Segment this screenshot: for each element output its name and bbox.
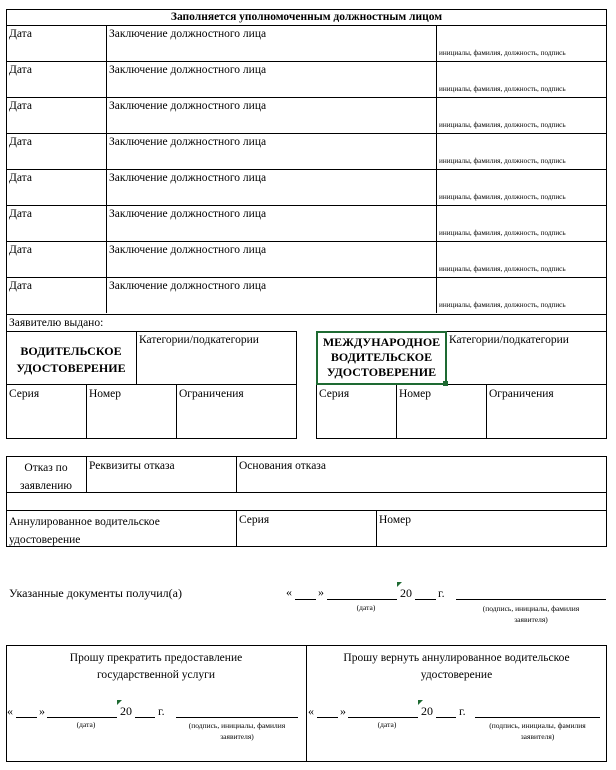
refusal-label	[6, 459, 86, 495]
return-signature-hint-line1: (подпись, инициалы, фамилия	[489, 721, 586, 730]
row-signature-hint: инициалы, фамилия, должность, подпись	[439, 121, 566, 129]
row-conclusion-label: Заключение должностного лица	[109, 172, 267, 184]
received-year-suffix: г.	[438, 586, 445, 600]
received-year-line[interactable]	[415, 599, 436, 600]
divider	[436, 133, 437, 169]
row-date-label: Дата	[9, 100, 32, 112]
received-date-hint: (дата)	[356, 603, 376, 612]
divider	[6, 169, 607, 170]
divider	[6, 510, 607, 511]
row-conclusion-label: Заключение должностного лица	[109, 244, 267, 256]
divider	[436, 205, 437, 241]
stop-year-prefix: 20	[120, 704, 132, 718]
issued-label: Заявителю выдано:	[9, 317, 104, 329]
divider	[436, 97, 437, 133]
annulled-number-label: Номер	[379, 514, 411, 526]
stop-service-request	[6, 650, 306, 684]
annulled-label-line1: Аннулированное водительское	[9, 516, 160, 528]
stop-signature-hint	[176, 720, 298, 742]
row-conclusion-label: Заключение должностного лица	[109, 136, 267, 148]
stop-year-suffix: г.	[158, 704, 165, 718]
received-quote-close: »	[318, 585, 324, 599]
return-signature-line[interactable]	[475, 717, 600, 718]
divider	[6, 61, 607, 62]
return-signature-hint-line2: заявителя)	[520, 732, 555, 741]
return-year-suffix: г.	[459, 704, 466, 718]
received-label: Указанные документы получил(а)	[9, 586, 182, 600]
stop-quote-open: «	[7, 704, 13, 718]
return-date-hint: (дата)	[377, 720, 397, 729]
divider	[106, 169, 107, 205]
stop-service-request-line2: государственной услуги	[96, 669, 216, 681]
intl-license-series-label: Серия	[319, 388, 350, 400]
annulled-series-label: Серия	[239, 514, 270, 526]
divider	[6, 492, 607, 493]
return-day-line[interactable]	[317, 717, 338, 718]
row-conclusion-label: Заключение должностного лица	[109, 208, 267, 220]
row-signature-hint: инициалы, фамилия, должность, подпись	[439, 301, 566, 309]
intl-license-title-line1: МЕЖДУНАРОДНОЕ	[322, 335, 441, 349]
row-signature-hint: инициалы, фамилия, должность, подпись	[439, 49, 566, 57]
row-date-label: Дата	[9, 136, 32, 148]
driver-license-title-line2: УДОСТОВЕРЕНИЕ	[16, 361, 126, 375]
row-date-label: Дата	[9, 28, 32, 40]
refusal-label-line2: заявлению	[20, 480, 72, 492]
intl-license-number-label: Номер	[399, 388, 431, 400]
divider	[436, 277, 437, 313]
divider	[6, 97, 607, 98]
intl-license-title-line2: ВОДИТЕЛЬСКОЕ	[330, 350, 433, 364]
stop-day-line[interactable]	[16, 717, 37, 718]
row-signature-hint: инициалы, фамилия, должность, подпись	[439, 157, 566, 165]
refusal-label-line1: Отказ по	[24, 462, 68, 474]
divider	[136, 331, 137, 384]
divider	[106, 97, 107, 133]
divider	[106, 277, 107, 313]
divider	[6, 277, 607, 278]
row-date-label: Дата	[9, 280, 32, 292]
divider	[376, 510, 377, 547]
received-month-line[interactable]	[327, 599, 397, 600]
driver-license-restrictions-label: Ограничения	[179, 388, 244, 400]
return-quote-close: »	[340, 704, 346, 718]
stop-date-hint: (дата)	[76, 720, 96, 729]
stop-month-line[interactable]	[47, 717, 117, 718]
divider	[6, 384, 297, 385]
divider	[6, 133, 607, 134]
row-date-label: Дата	[9, 208, 32, 220]
stop-signature-hint-line2: заявителя)	[220, 732, 254, 741]
divider	[106, 133, 107, 169]
annulled-label	[9, 513, 160, 549]
divider	[436, 241, 437, 277]
divider	[6, 241, 607, 242]
return-license-request	[306, 650, 607, 684]
received-signature-hint-line1: (подпись, инициалы, фамилия	[482, 604, 580, 613]
intl-license-restrictions-label: Ограничения	[489, 388, 554, 400]
divider	[176, 384, 177, 439]
return-year-line[interactable]	[436, 717, 456, 718]
refusal-details-label: Реквизиты отказа	[89, 460, 175, 472]
divider	[6, 25, 607, 26]
return-signature-hint	[475, 720, 600, 742]
divider	[106, 205, 107, 241]
divider	[106, 25, 107, 61]
official-section-header: Заполняется уполномоченным должностным лицом	[170, 11, 443, 23]
driver-license-title	[6, 343, 136, 377]
row-date-label: Дата	[9, 64, 32, 76]
return-license-request-line2: удостоверение	[420, 669, 493, 681]
row-signature-hint: инициалы, фамилия, должность, подпись	[439, 265, 566, 273]
divider	[6, 205, 607, 206]
received-day-line[interactable]	[295, 599, 316, 600]
received-signature-hint-line2: заявителя)	[514, 615, 548, 624]
divider	[436, 25, 437, 61]
divider	[106, 61, 107, 97]
received-quote-open: «	[286, 585, 292, 599]
divider	[396, 384, 397, 439]
stop-signature-hint-line1: (подпись, инициалы, фамилия	[188, 721, 286, 730]
row-signature-hint: инициалы, фамилия, должность, подпись	[439, 193, 566, 201]
return-year-prefix: 20	[421, 704, 433, 718]
row-date-label: Дата	[9, 244, 32, 256]
driver-license-categories-label: Категории/подкатегории	[139, 334, 259, 346]
divider	[236, 510, 237, 547]
received-signature-line[interactable]	[456, 599, 606, 600]
refusal-grounds-label: Основания отказа	[239, 460, 326, 472]
driver-license-number-label: Номер	[89, 388, 121, 400]
stop-year-line[interactable]	[135, 717, 155, 718]
driver-license-title-line1: ВОДИТЕЛЬСКОЕ	[20, 344, 122, 358]
received-signature-hint	[456, 603, 606, 625]
intl-license-categories-label: Категории/подкатегории	[449, 334, 569, 346]
stop-quote-close: »	[39, 704, 45, 718]
row-conclusion-label: Заключение должностного лица	[109, 100, 267, 112]
received-year-prefix: 20	[400, 586, 412, 600]
intl-license-title-line3: УДОСТОВЕРЕНИЕ	[326, 365, 437, 379]
row-conclusion-label: Заключение должностного лица	[109, 280, 267, 292]
return-quote-open: «	[308, 704, 314, 718]
divider	[106, 241, 107, 277]
divider	[436, 61, 437, 97]
row-conclusion-label: Заключение должностного лица	[109, 28, 267, 40]
stop-service-request-line1: Прошу прекратить предоставление	[69, 652, 243, 664]
divider	[486, 384, 487, 439]
row-conclusion-label: Заключение должностного лица	[109, 64, 267, 76]
divider	[86, 384, 87, 439]
row-date-label: Дата	[9, 172, 32, 184]
divider	[436, 169, 437, 205]
divider	[86, 456, 87, 492]
return-month-line[interactable]	[348, 717, 418, 718]
divider	[236, 456, 237, 492]
intl-license-title	[316, 335, 447, 380]
row-signature-hint: инициалы, фамилия, должность, подпись	[439, 85, 566, 93]
selection-handle[interactable]	[443, 381, 448, 386]
return-license-request-line1: Прошу вернуть аннулированное водительское	[343, 652, 570, 664]
annulled-label-line2: удостоверение	[9, 534, 81, 546]
driver-license-series-label: Серия	[9, 388, 40, 400]
stop-signature-line[interactable]	[176, 717, 298, 718]
row-signature-hint: инициалы, фамилия, должность, подпись	[439, 229, 566, 237]
